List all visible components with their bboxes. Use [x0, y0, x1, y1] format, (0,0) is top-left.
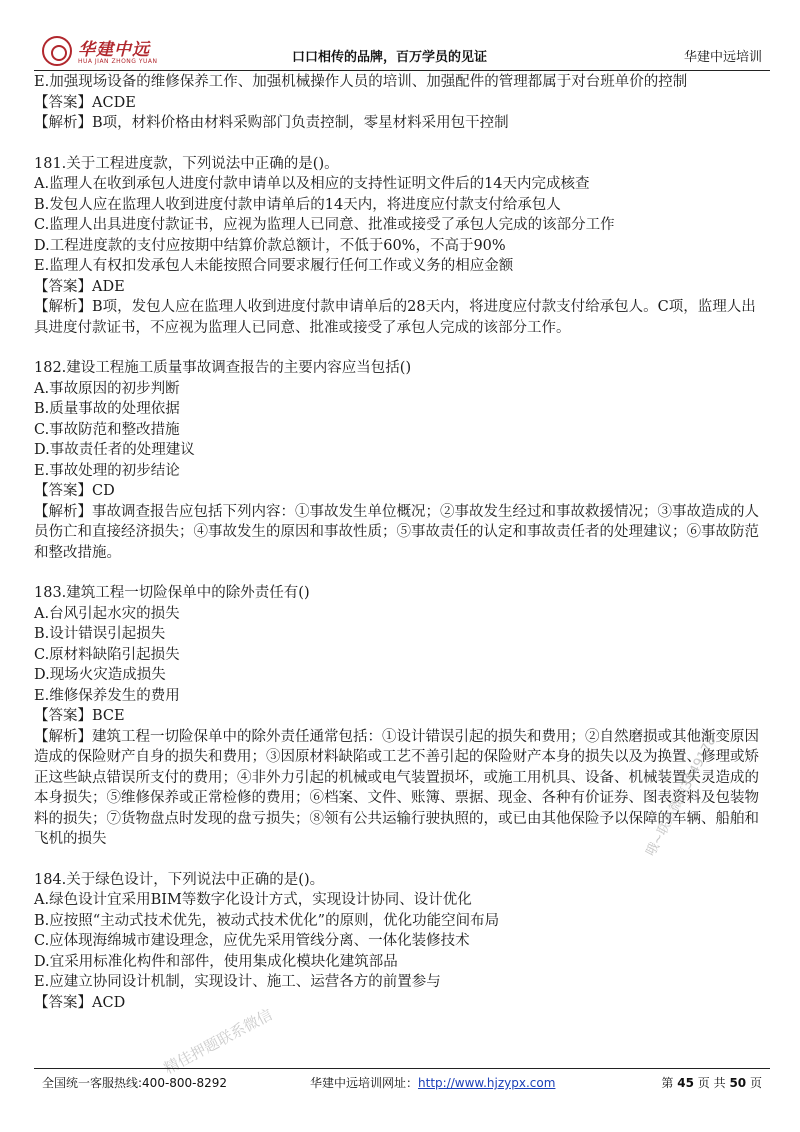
- option-e: E.监理人有权扣发承包人未能按照合同要求履行任何工作或义务的相应金额: [34, 258, 514, 274]
- option-a: A.绿色设计宜采用BIM等数字化设计方式，实现设计协同、设计优化: [34, 892, 472, 908]
- question-182: [34, 358, 770, 563]
- answer: 【答案】CD: [34, 483, 115, 499]
- question-stem: 182.建设工程施工质量事故调查报告的主要内容应当包括(): [34, 360, 412, 376]
- analysis: 【解析】建筑工程一切险保单中的除外责任通常包括：①设计错误引起的损失和费用；②自然磨损或其他渐变原因造成的保险财产自身的损失和费用；③因原材料缺陷或工艺不善引起的保险财产本身的损失以及为换置、修理或矫正这些缺点错误所支付的费用；④非外力引起的机械或电气装置损坏，或施工用机具、设备、机械装置失灵造成的本身损失；⑤维修保养或正常检修的费用；⑥档案、文件、账簿、票据、现金、各种有价证券、图表资料及包装物料的损失；⑦货物盘点时发现的盘亏损失；⑧领有公共运输行驶执照的，或已由其他保险予以保障的车辆、船舶和飞机的损失: [34, 728, 759, 847]
- option-c: C.原材料缺陷引起损失: [34, 646, 180, 663]
- question-stem: 184.关于绿色设计，下列说法中正确的是()。: [34, 871, 325, 888]
- header-slogan: 口口相传的品牌，百万学员的见证: [292, 50, 488, 65]
- page-number: [661, 1074, 762, 1091]
- option-b: B.发包人应在监理人收到进度付款申请单后的14天内，将进度应付款支付给承包人: [34, 196, 561, 213]
- prev-analysis: 【解析】B项，材料价格由材料采购部门负责控制，零星材料采用包干控制: [34, 115, 509, 131]
- answer: 【答案】ACD: [34, 994, 126, 1011]
- page-mid: 页 共: [697, 1076, 726, 1090]
- header-divider: [34, 70, 770, 71]
- option-e: E.应建立协同设计机制，实现设计、施工、运营各方的前置参与: [34, 974, 441, 990]
- question-stem: 183.建筑工程一切险保单中的除外责任有(): [34, 585, 310, 601]
- option-d: D.宜采用标准化构件和部件，使用集成化模块化建筑部品: [34, 953, 398, 970]
- brand-logo: [42, 34, 192, 70]
- option-d: D.现场火灾造成损失: [34, 667, 166, 683]
- footer-site-link[interactable]: http://www.hjzypx.com: [418, 1076, 556, 1090]
- option-a: A.台风引起水灾的损失: [34, 605, 180, 622]
- footer-divider: [34, 1068, 770, 1069]
- page-suffix: 页: [749, 1076, 762, 1090]
- document-body: [34, 72, 770, 1013]
- question-183: [34, 583, 770, 850]
- question-stem: 181.关于工程进度款，下列说法中正确的是()。: [34, 155, 339, 172]
- page-current: 45: [677, 1076, 694, 1090]
- analysis: 【解析】事故调查报告应包括下列内容：①事故发生单位概况；②事故发生经过和事故救援情况；③事故造成的人员伤亡和直接经济损失；④事故发生的原因和事故性质；⑤事故责任的认定和事故责任者的处理建议；⑥事故防范和整改措施。: [34, 503, 759, 561]
- page-header: [34, 34, 770, 70]
- footer-site-label: 华建中远培训网址：: [310, 1076, 419, 1090]
- option-b: B.应按照“主动式技术优先，被动式技术优化”的原则，优化功能空间布局: [34, 912, 500, 929]
- page-footer: [34, 1072, 770, 1092]
- option-d: D.工程进度款的支付应按期中结算价款总额计，不低于60%，不高于90%: [34, 237, 506, 254]
- logo-text: 华建中远: [78, 40, 150, 60]
- question-181: [34, 154, 770, 339]
- footer-hotline: 全国统一客服热线:400-800-8292: [42, 1076, 228, 1090]
- option-e: E.维修保养发生的费用: [34, 687, 180, 704]
- analysis: 【解析】B项，发包人应在监理人收到进度付款申请单后的28天内，将进度应付款支付给承包人。C项，监理人出具进度付款证书，不应视为监理人已同意、批准或接受了承包人完成的该部分工作。: [34, 299, 756, 336]
- question-184: [34, 870, 770, 1014]
- option-b: B.设计错误引起损失: [34, 626, 166, 642]
- footer-site: [310, 1074, 555, 1091]
- answer: 【答案】BCE: [34, 708, 125, 724]
- prev-option-e: E.加强现场设备的维修保养工作、加强机械操作人员的培训、加强配件的管理都属于对台班单价的控制: [34, 74, 688, 90]
- bottom-watermark: 精佳押题联系微信: [160, 1005, 276, 1078]
- option-c: C.事故防范和整改措施: [34, 421, 180, 438]
- prev-answer: 【答案】ACDE: [34, 94, 136, 111]
- side-watermark: 哦~联系微信3849178: [643, 733, 720, 859]
- answer: 【答案】ADE: [34, 278, 125, 295]
- option-b: B.质量事故的处理依据: [34, 401, 180, 417]
- header-brand: 华建中远培训: [683, 50, 762, 65]
- option-c: C.监理人出具进度付款证书，应视为监理人已同意、批准或接受了承包人完成的该部分工作: [34, 217, 615, 233]
- option-a: A.事故原因的初步判断: [34, 380, 180, 397]
- option-c: C.应体现海绵城市建设理念，应优先采用管线分离、一体化装修技术: [34, 933, 470, 949]
- logo-seal-icon: [42, 36, 72, 66]
- page-total: 50: [729, 1076, 747, 1090]
- option-e: E.事故处理的初步结论: [34, 462, 180, 479]
- page-prefix: 第: [661, 1076, 674, 1090]
- logo-subtitle: HUA JIAN ZHONG YUAN: [78, 58, 158, 65]
- option-d: D.事故责任者的处理建议: [34, 442, 195, 458]
- option-a: A.监理人在收到承包人进度付款申请单以及相应的支持性证明文件后的14天内完成核查: [34, 176, 590, 192]
